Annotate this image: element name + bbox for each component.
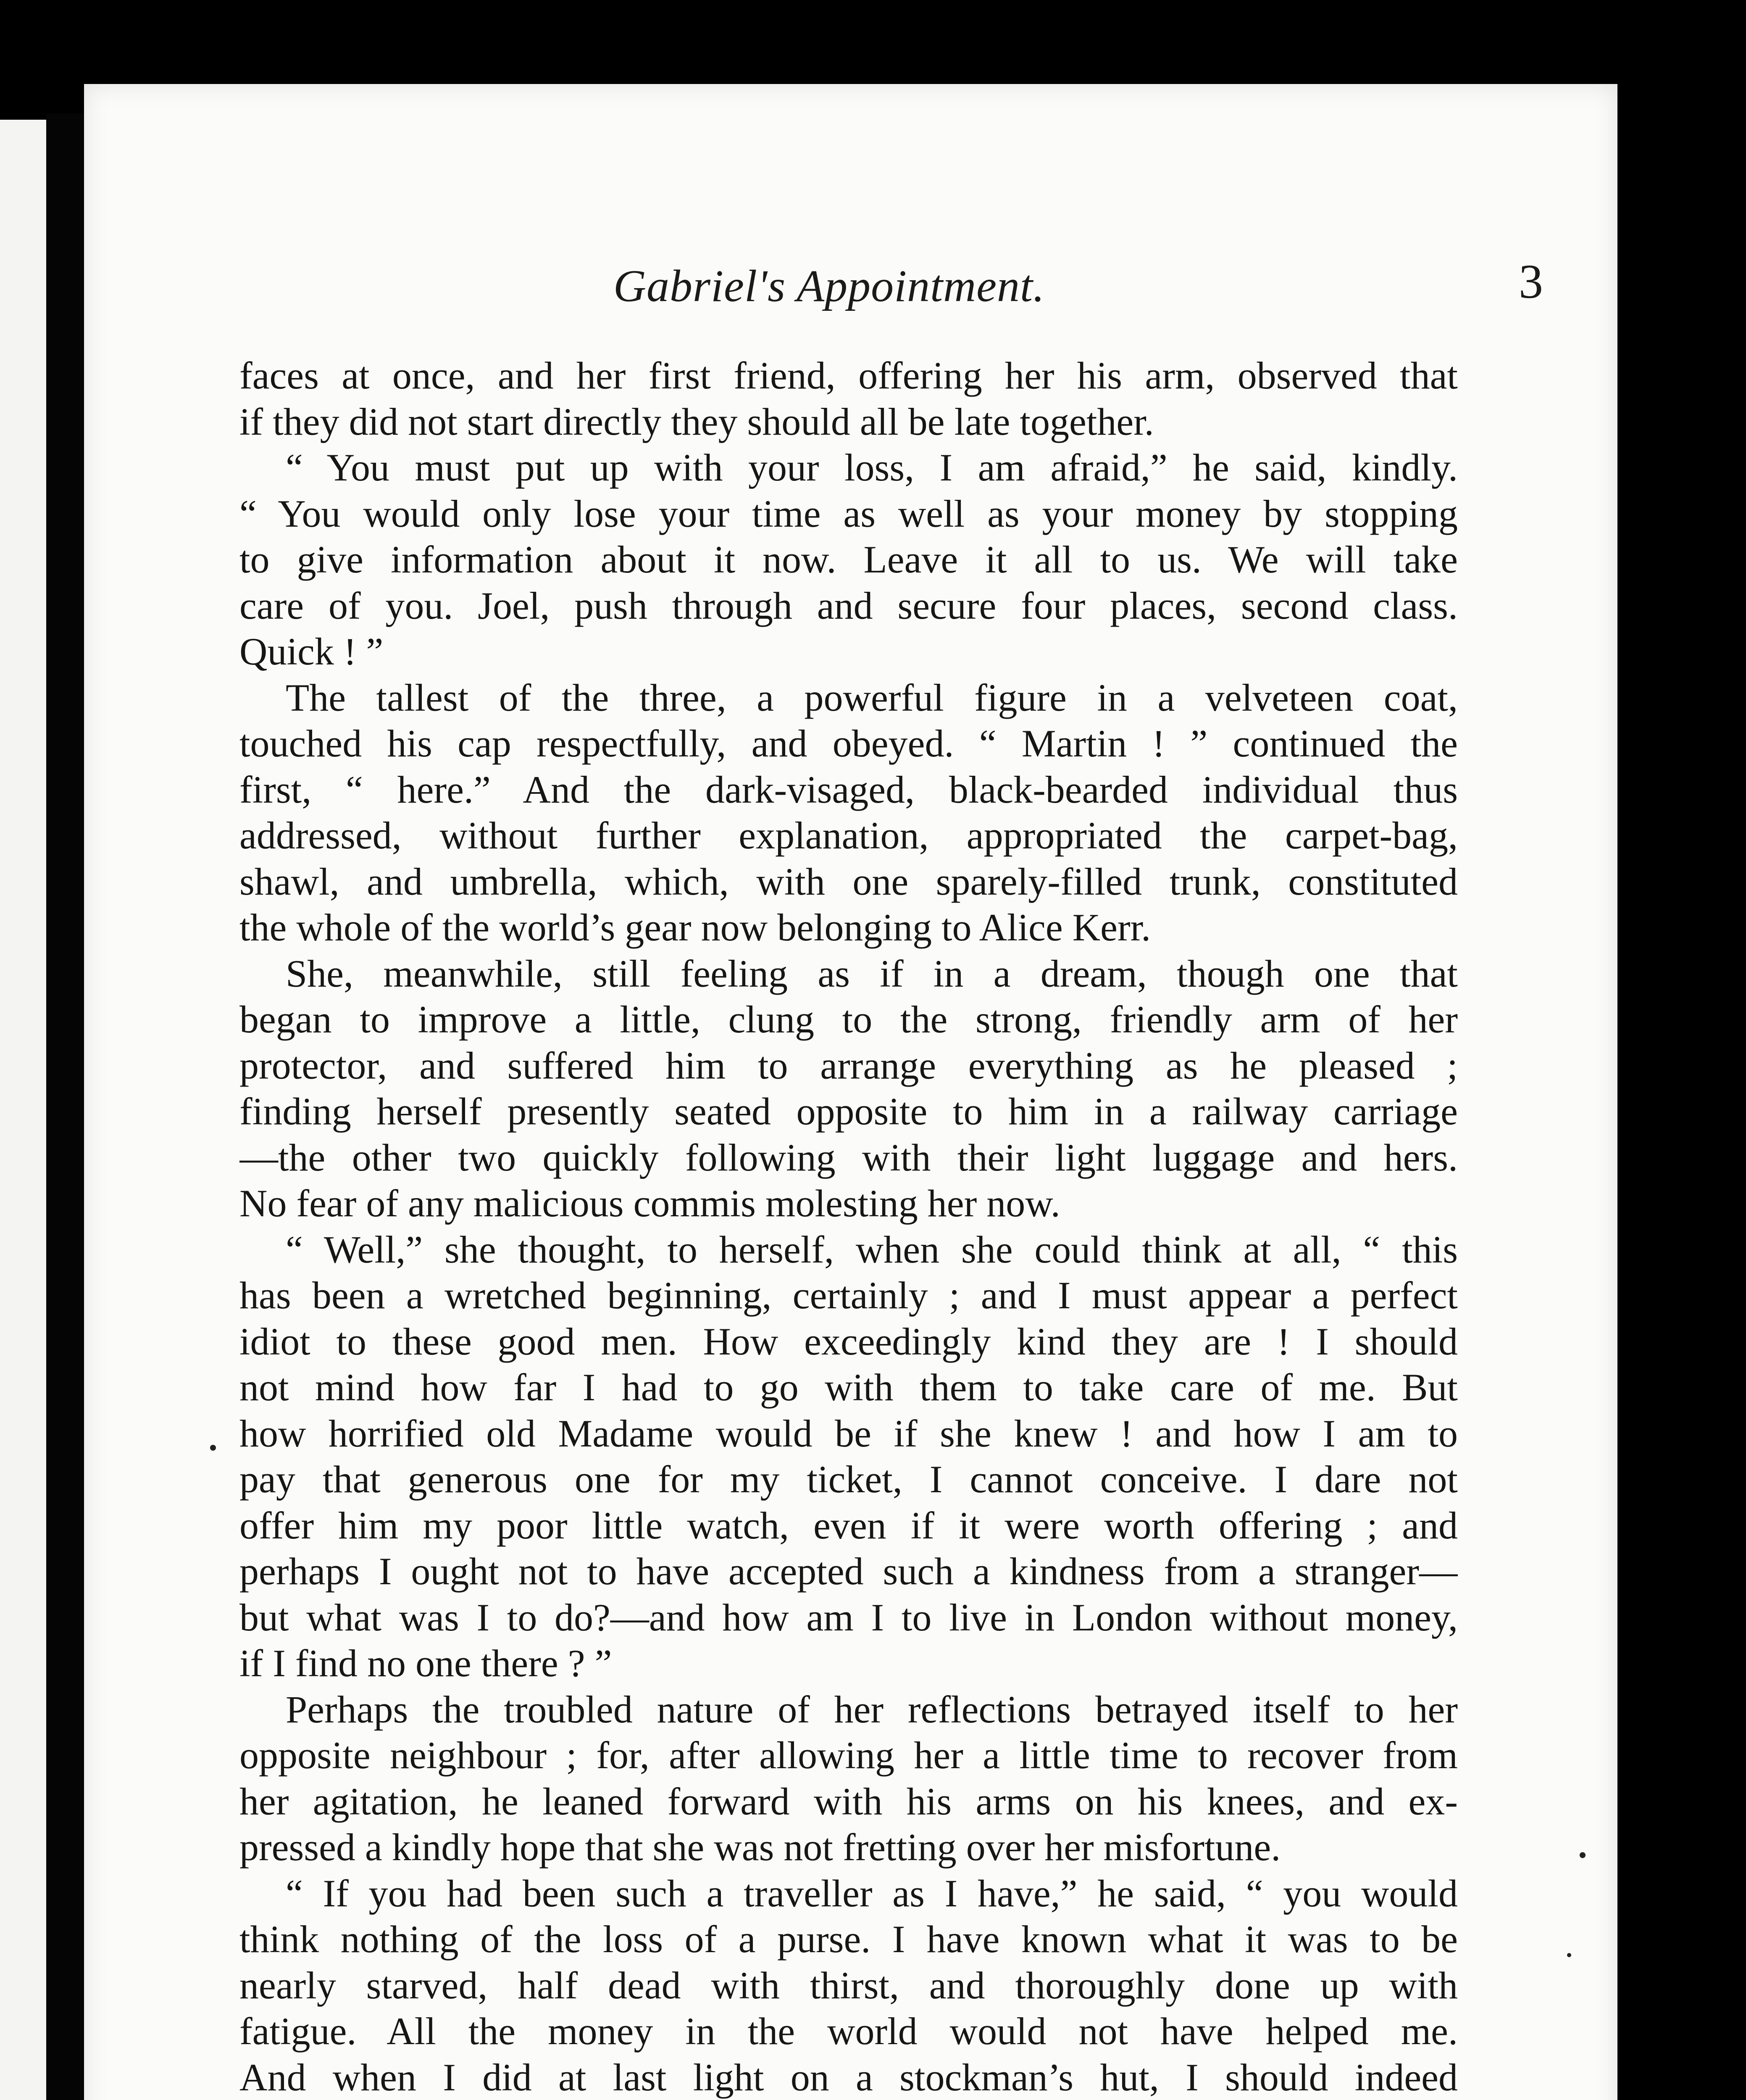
text-line: “ You would only lose your time as well as your money by stopping bbox=[239, 492, 1458, 535]
text-line: touched his cap respectfully, and obeyed. “ Martin ! ” continued the bbox=[239, 722, 1458, 765]
text-line: “ If you had been such a traveller as I have,” he said, “ you would bbox=[286, 1872, 1458, 1915]
text-line: And when I did at last light on a stockman’s hut, I should indeed bbox=[239, 2055, 1458, 2099]
ink-speck-mark bbox=[1580, 1852, 1586, 1858]
text-line: “ Well,” she thought, to herself, when she could think at all, “ this bbox=[286, 1228, 1458, 1271]
text-line: idiot to these good men. How exceedingly kind they are ! I should bbox=[239, 1320, 1458, 1363]
text-line: if I find no one there ? ” bbox=[239, 1642, 612, 1685]
text-line: finding herself presently seated opposite to him in a railway carriage bbox=[239, 1090, 1458, 1133]
text-line: if they did not start directly they should all be late together. bbox=[239, 400, 1154, 443]
text-line: began to improve a little, clung to the strong, friendly arm of her bbox=[239, 998, 1458, 1041]
text-line: shawl, and umbrella, which, with one sparely-filled trunk, constituted bbox=[239, 860, 1458, 903]
text-line: opposite neighbour ; for, after allowing her a little time to recover from bbox=[239, 1734, 1458, 1777]
text-line: but what was I to do?—and how am I to live in London without money, bbox=[239, 1596, 1458, 1639]
text-line: has been a wretched beginning, certainly ; and I must appear a perfect bbox=[239, 1274, 1458, 1317]
text-line: pay that generous one for my ticket, I cannot conceive. I dare not bbox=[239, 1458, 1458, 1501]
text-line: not mind how far I had to go with them to take care of me. But bbox=[239, 1366, 1458, 1409]
book-page bbox=[84, 84, 1617, 2100]
text-line: care of you. Joel, push through and secure four places, second class. bbox=[239, 584, 1458, 627]
text-line: think nothing of the loss of a purse. I have known what it was to be bbox=[239, 1918, 1458, 1961]
text-line: perhaps I ought not to have accepted such a kindness from a stranger— bbox=[239, 1550, 1458, 1593]
ink-speck-mark bbox=[1567, 1953, 1571, 1957]
text-line: how horrified old Madame would be if she knew ! and how I am to bbox=[239, 1412, 1458, 1455]
book-spine bbox=[46, 113, 84, 2100]
text-line: the whole of the world’s gear now belonging to Alice Kerr. bbox=[239, 906, 1151, 949]
text-line: pressed a kindly hope that she was not fretting over her misfortune. bbox=[239, 1826, 1281, 1869]
previous-page-edge bbox=[0, 120, 46, 2100]
text-line: Quick ! ” bbox=[239, 630, 384, 673]
text-line: nearly starved, half dead with thirst, and thoroughly done up with bbox=[239, 1964, 1458, 2007]
text-line: offer him my poor little watch, even if it were worth offering ; and bbox=[239, 1504, 1458, 1547]
text-line: protector, and suffered him to arrange everything as he pleased ; bbox=[239, 1044, 1458, 1087]
text-line: fatigue. All the money in the world would not have helped me. bbox=[239, 2010, 1458, 2053]
text-line: Perhaps the troubled nature of her reflections betrayed itself to her bbox=[286, 1688, 1458, 1731]
page-number: 3 bbox=[1519, 255, 1543, 309]
text-line: “ You must put up with your loss, I am afraid,” he said, kindly. bbox=[286, 446, 1458, 489]
body-text bbox=[239, 353, 1458, 2100]
ink-speck-mark bbox=[210, 1445, 216, 1451]
text-line: to give information about it now. Leave it all to us. We will take bbox=[239, 538, 1458, 581]
text-line: —the other two quickly following with their light luggage and hers. bbox=[239, 1136, 1458, 1179]
text-line: The tallest of the three, a powerful figure in a velveteen coat, bbox=[286, 676, 1458, 719]
text-line: her agitation, he leaned forward with his arms on his knees, and ex- bbox=[239, 1780, 1458, 1823]
running-title: Gabriel's Appointment. bbox=[613, 261, 1045, 311]
text-line: No fear of any malicious commis molesting her now. bbox=[239, 1182, 1060, 1225]
text-line: addressed, without further explanation, appropriated the carpet-bag, bbox=[239, 814, 1458, 857]
text-line: faces at once, and her first friend, offering her his arm, observed that bbox=[239, 354, 1458, 397]
text-line: She, meanwhile, still feeling as if in a dream, though one that bbox=[286, 952, 1458, 995]
text-line: first, “ here.” And the dark-visaged, black-bearded individual thus bbox=[239, 768, 1458, 811]
